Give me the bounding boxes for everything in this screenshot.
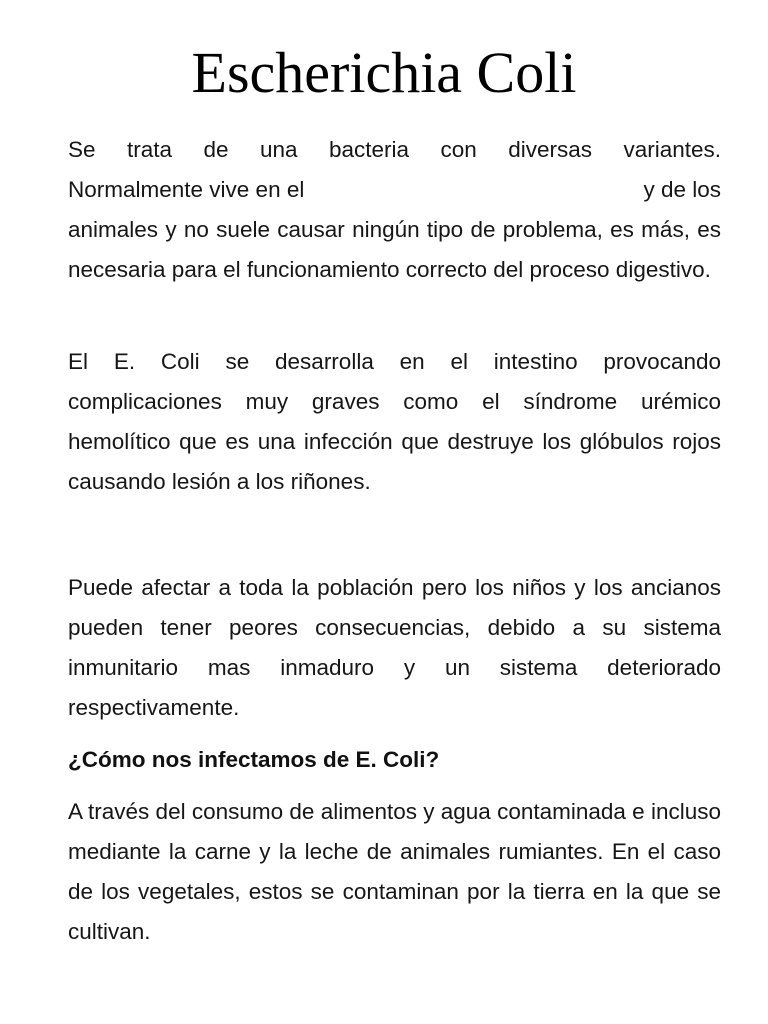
paragraph-population: Puede afectar a toda la población pero los niños y los ancianos pueden tener peores consecuencias, debido a su sistema inmunitario mas inmaduro y un sistema deteriorado respectivamente. — [68, 575, 721, 720]
paragraph-intro-line1-text: Se trata de una bacteria con diversas variantes. — [68, 137, 721, 162]
paragraph-complications: El E. Coli se desarrolla en el intestino provocando complicaciones muy graves como el síndrome urémico hemolítico que es una infección que destruye los glóbulos rojos causando lesión a los riñones. — [68, 349, 721, 494]
paragraph-intro-line1 — [68, 130, 721, 170]
paragraph-transmission: A través del consumo de alimentos y agua contaminada e incluso mediante la carne y la leche de animales rumiantes. En el caso de los vegetales, estos se contaminan por la tierra en la que se cultivan. — [68, 799, 721, 944]
paragraph-intro — [68, 130, 721, 290]
paragraph-intro-line2-right: y de los — [643, 177, 721, 202]
section-heading-infection: ¿Cómo nos infectamos de E. Coli? — [68, 747, 440, 772]
paragraph-intro-line2 — [68, 170, 721, 210]
paragraph-intro-line2-left: Normalmente vive en el — [68, 177, 305, 202]
document-title: Escherichia Coli — [191, 40, 577, 105]
paragraph-intro-rest: animales y no suele causar ningún tipo de problema, es más, es necesaria para el funcionamiento correcto del proceso digestivo. — [68, 217, 721, 282]
